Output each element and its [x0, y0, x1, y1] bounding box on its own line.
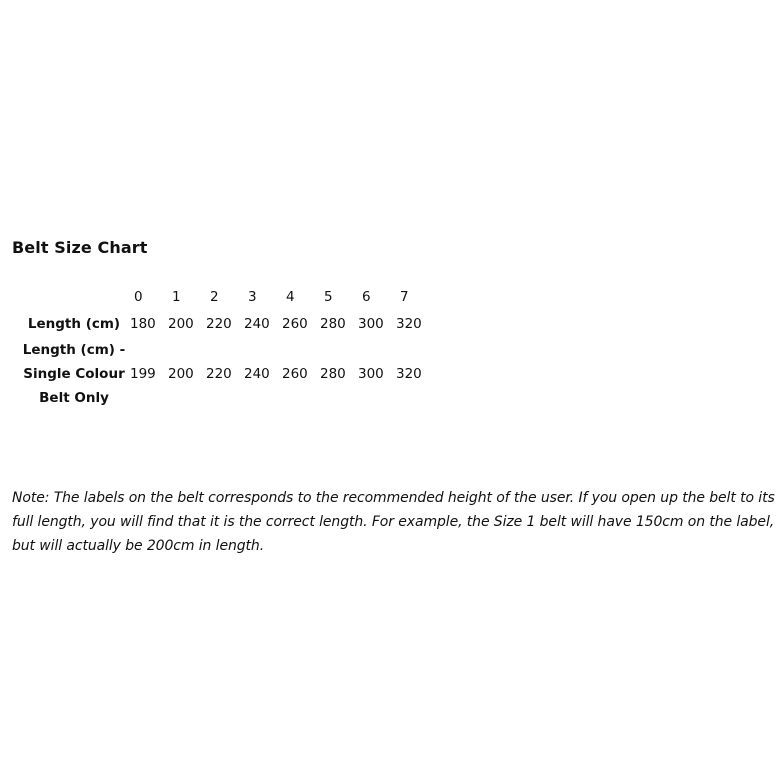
table-cell: 280 — [320, 316, 346, 332]
size-header: 0 — [134, 289, 143, 305]
table-cell: 260 — [282, 316, 308, 332]
table-cell: 280 — [320, 366, 346, 382]
table-cell: 200 — [168, 316, 194, 332]
table-cell: 320 — [396, 366, 422, 382]
size-header: 6 — [362, 289, 371, 305]
table-cell: 300 — [358, 316, 384, 332]
table-cell: 240 — [244, 366, 270, 382]
size-header: 2 — [210, 289, 219, 305]
row-label — [22, 310, 130, 338]
size-header: 5 — [324, 289, 333, 305]
row-label-line: Length (cm) - — [22, 342, 126, 358]
table-cell: 220 — [206, 316, 232, 332]
row-label-line: Length (cm) — [27, 316, 121, 332]
table-cell: 300 — [358, 366, 384, 382]
chart-title: Belt Size Chart — [12, 238, 148, 257]
size-header: 1 — [172, 289, 181, 305]
table-cell: 199 — [130, 366, 156, 382]
table-row — [22, 310, 434, 338]
size-header: 4 — [286, 289, 295, 305]
row-label-line: Belt Only — [39, 390, 109, 406]
table-cell: 260 — [282, 366, 308, 382]
row-label — [22, 338, 130, 410]
row-label-line: Single Colour — [23, 366, 125, 382]
table-cell: 220 — [206, 366, 232, 382]
corner-cell — [22, 284, 130, 310]
table-cell: 180 — [130, 316, 156, 332]
size-header: 7 — [400, 289, 409, 305]
table-cell: 320 — [396, 316, 422, 332]
table-cell: 200 — [168, 366, 194, 382]
table-row — [22, 338, 434, 410]
belt-size-table — [22, 284, 434, 410]
size-header-row — [22, 284, 434, 310]
note-text: Note: The labels on the belt corresponds to the recommended height of the user. If you open up the belt to its full length, you will find that it is the correct length. For example, the Size 1 belt will have 150cm on the label, but will actually be 200cm in length. — [12, 490, 775, 554]
size-header: 3 — [248, 289, 257, 305]
table-cell: 240 — [244, 316, 270, 332]
